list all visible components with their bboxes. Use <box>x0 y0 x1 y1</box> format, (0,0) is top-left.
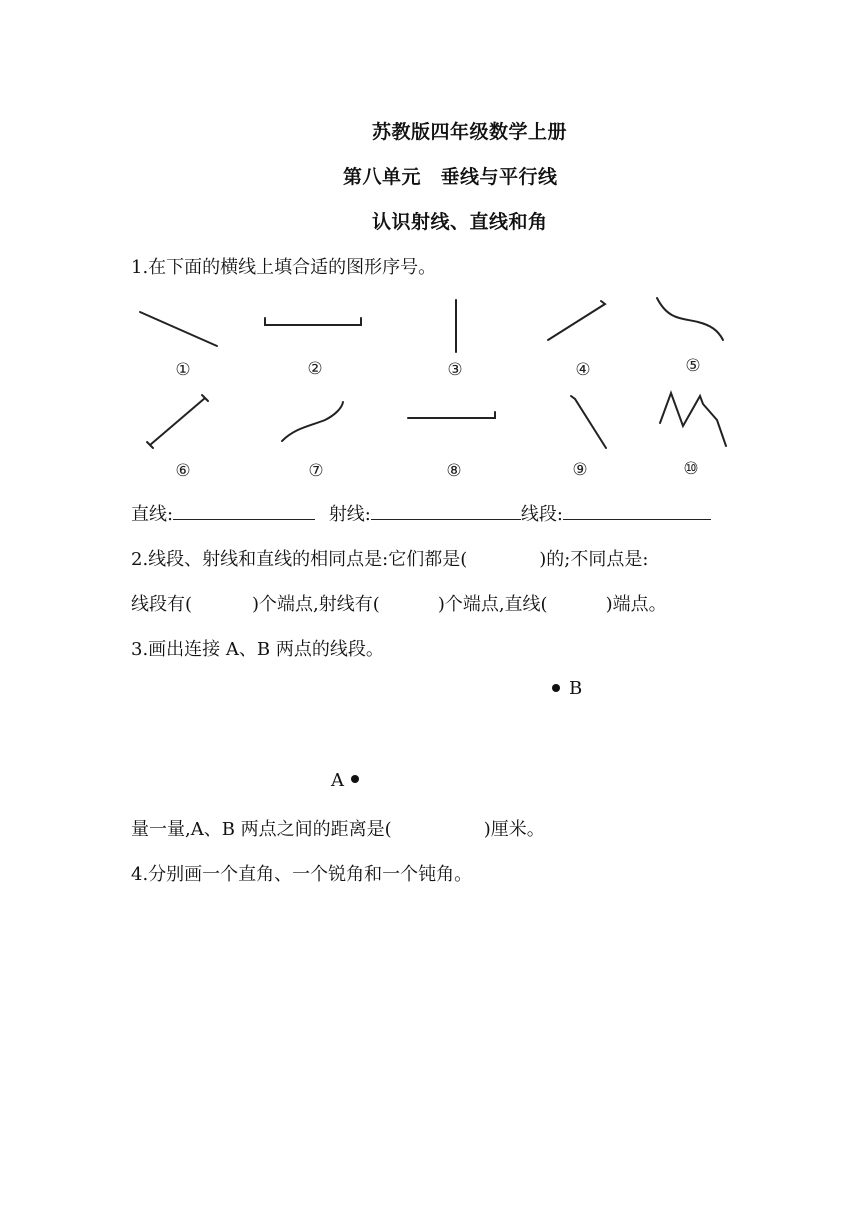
segment-answer-blank[interactable] <box>563 501 711 520</box>
ray-label: 射线: <box>328 504 371 525</box>
figure-7-shape <box>282 402 343 441</box>
measure-unit-text: )厘米。 <box>483 819 545 840</box>
q2-line-text: )个端点,直线( <box>437 594 548 615</box>
question-3-measure <box>131 815 545 841</box>
figure-4-shape <box>548 301 605 340</box>
figure-4-label: ④ <box>575 360 591 380</box>
figure-5-label: ⑤ <box>685 356 701 376</box>
point-b-label: B <box>569 678 583 699</box>
figure-2-label: ② <box>307 359 323 379</box>
q2-ray-text: )个端点,射线有( <box>252 594 380 615</box>
book-title: 苏教版四年级数学上册 <box>372 121 568 143</box>
measure-text: 量一量,A、B 两点之间的距离是( <box>131 819 392 840</box>
figure-8-shape <box>408 412 495 418</box>
figure-5-shape <box>657 298 723 340</box>
question-3-prompt: 3.画出连接 A、B 两点的线段。 <box>131 639 384 660</box>
figure-2-shape <box>265 318 361 325</box>
figure-8-label: ⑧ <box>446 461 462 481</box>
line-answer-blank[interactable] <box>173 501 315 520</box>
question-1-prompt: 1.在下面的横线上填合适的图形序号。 <box>131 257 437 278</box>
figure-10-shape <box>660 393 726 446</box>
lesson-title: 认识射线、直线和角 <box>372 211 548 233</box>
question-2-line-1 <box>131 545 648 571</box>
question-4-prompt: 4.分别画一个直角、一个锐角和一个钝角。 <box>131 864 473 885</box>
figure-6-shape <box>147 395 208 448</box>
figure-1-label: ① <box>175 360 191 380</box>
segment-label: 线段: <box>520 504 563 525</box>
figure-3-label: ③ <box>447 360 463 380</box>
question-2-line-2 <box>131 590 667 616</box>
q2-line-endpoint-text: )端点。 <box>605 594 667 615</box>
point-b-dot <box>552 684 560 692</box>
figure-set <box>120 278 740 488</box>
point-a-label: A <box>331 770 344 791</box>
point-a-dot <box>351 775 359 783</box>
q2-difference-text: )的;不同点是: <box>539 549 649 570</box>
q2-common-text: 2.线段、射线和直线的相同点是:它们都是( <box>131 549 468 570</box>
figure-9-shape <box>571 396 606 448</box>
line-label: 直线: <box>131 504 174 525</box>
figure-7-label: ⑦ <box>308 461 324 481</box>
unit-title: 第八单元 垂线与平行线 <box>343 166 558 188</box>
figure-10-label: ⑩ <box>683 459 699 479</box>
q2-segment-text: 线段有( <box>131 594 193 615</box>
figure-6-label: ⑥ <box>175 461 191 481</box>
ray-answer-blank[interactable] <box>371 501 521 520</box>
figure-1-shape <box>140 312 217 346</box>
figure-9-label: ⑨ <box>572 460 588 480</box>
q1-answer-row <box>131 500 711 526</box>
